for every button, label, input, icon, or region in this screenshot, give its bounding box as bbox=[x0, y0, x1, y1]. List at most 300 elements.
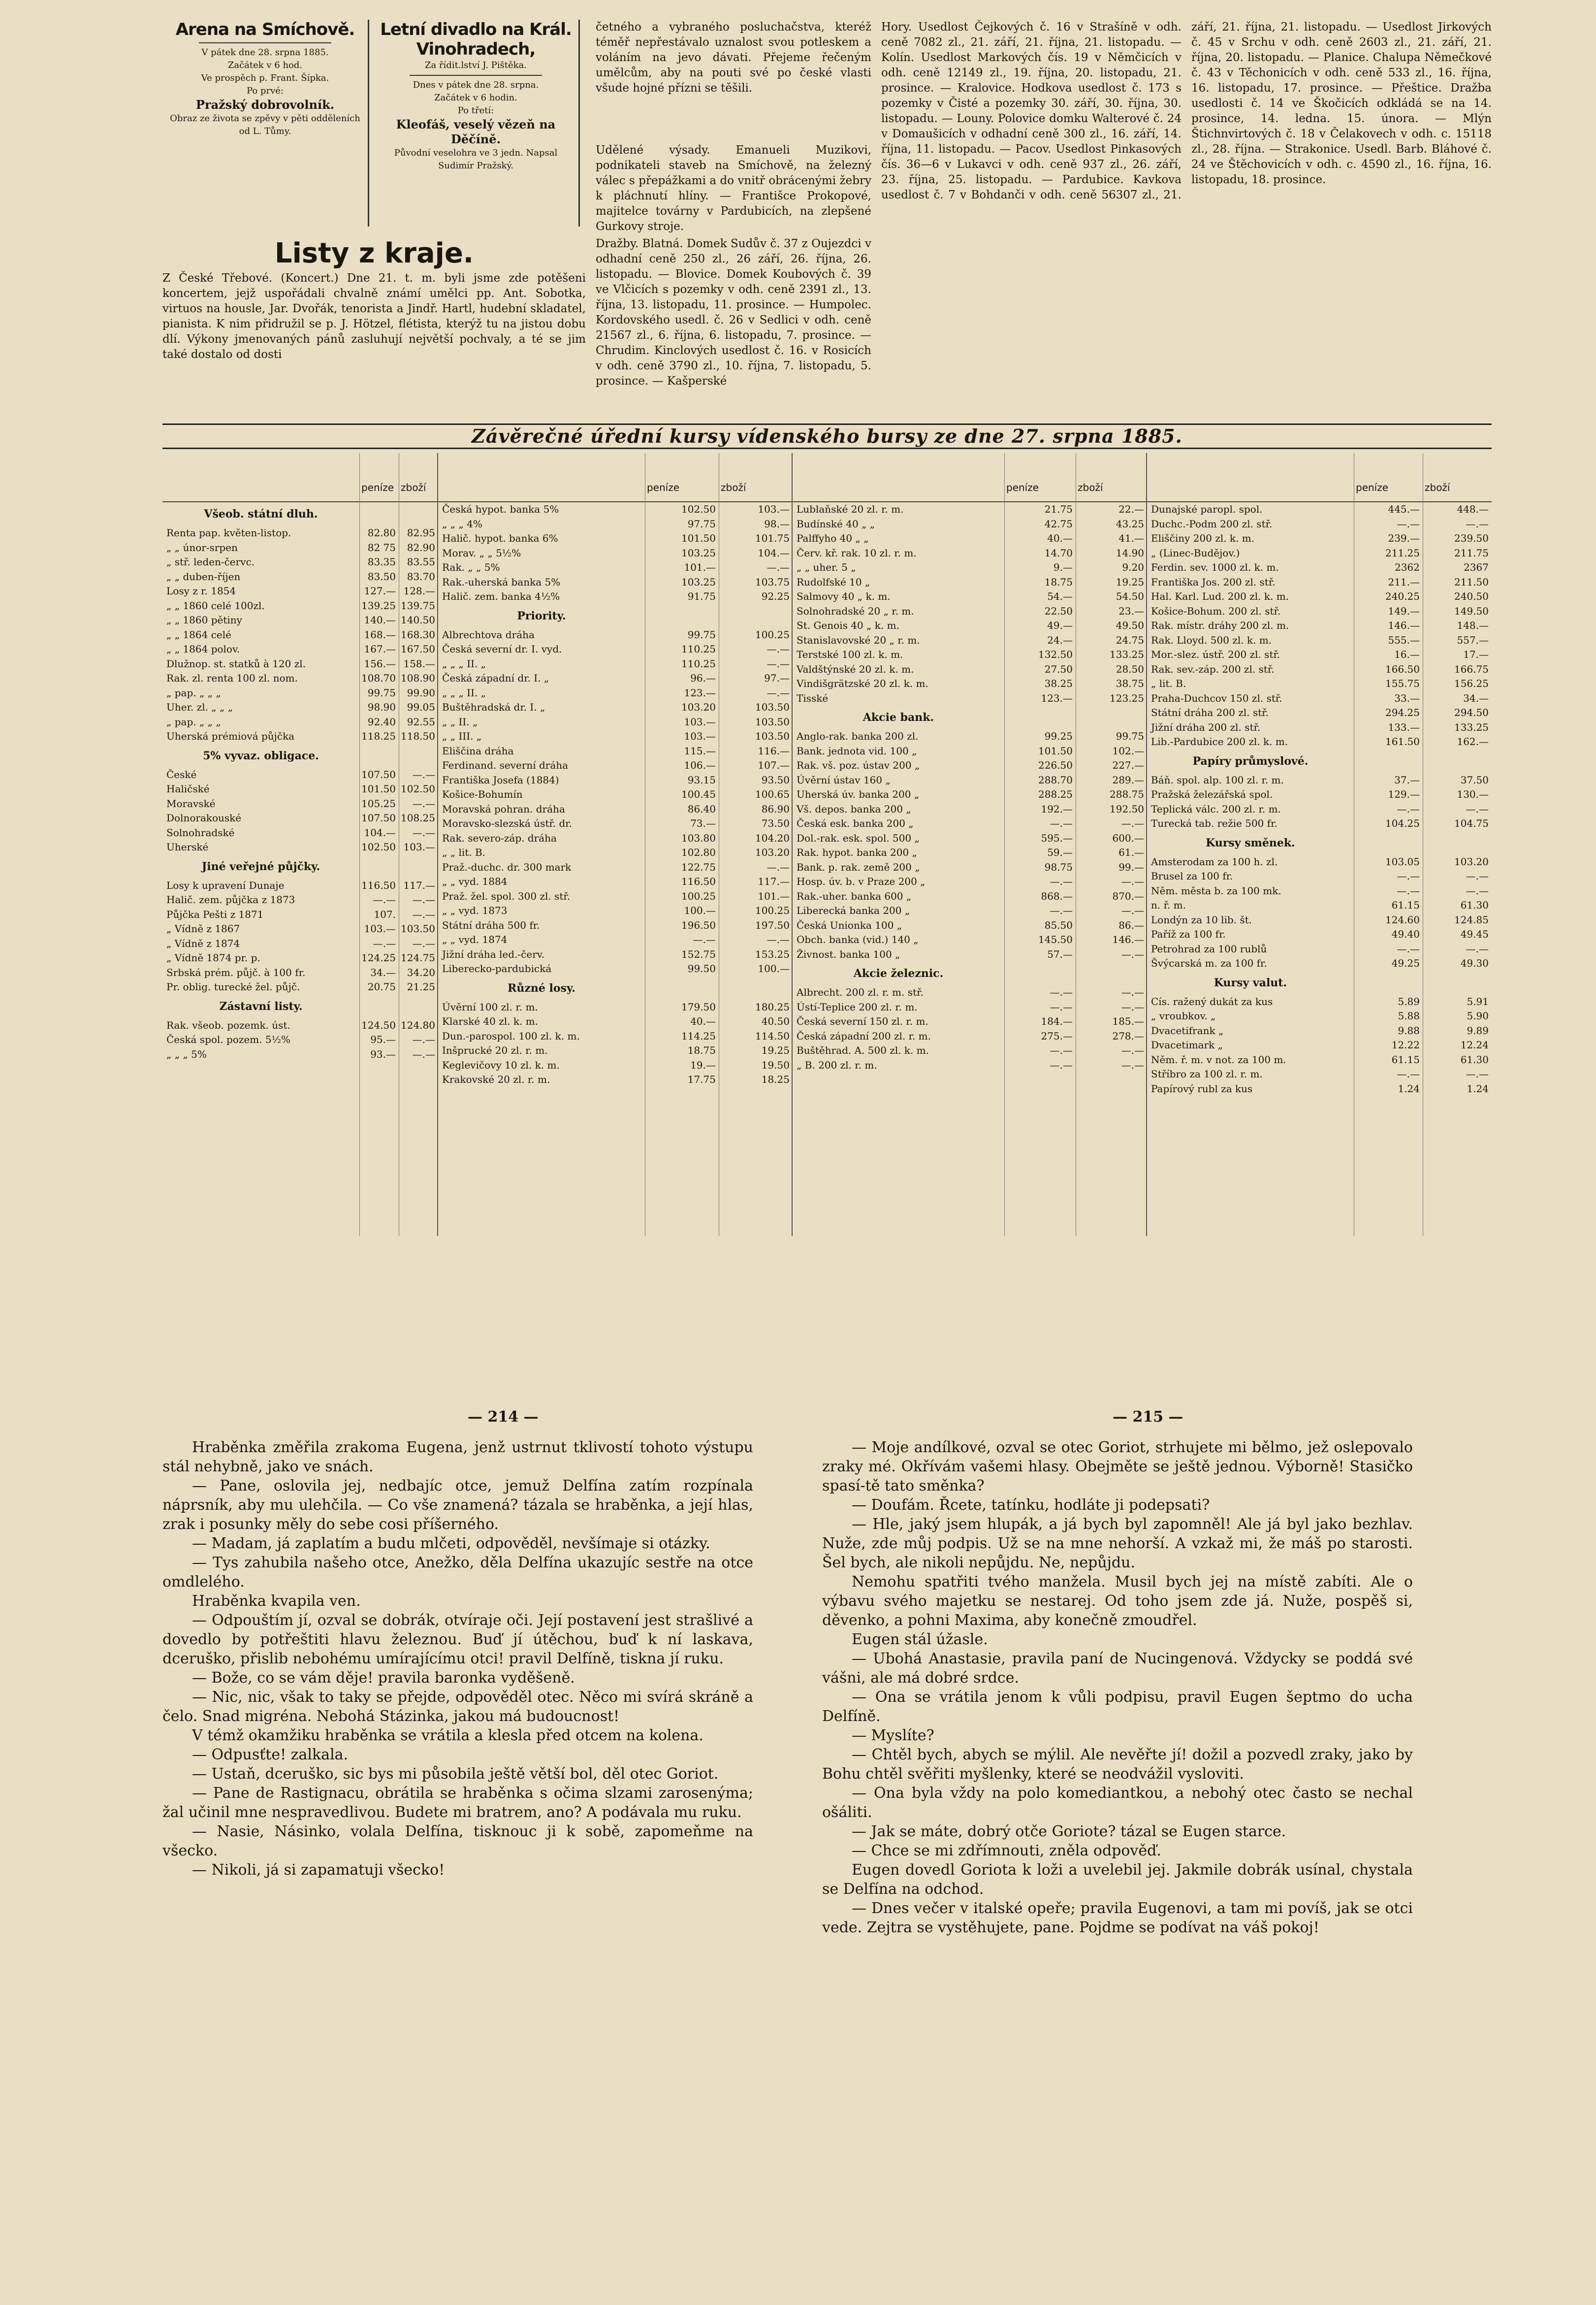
price-goods: —.— bbox=[1466, 942, 1489, 955]
security-name: Rak. vš. poz. ústav 200 „ bbox=[797, 759, 920, 771]
price-goods: 108.90 bbox=[401, 672, 435, 684]
price-goods: 102.50 bbox=[401, 783, 435, 795]
price-goods: 86.90 bbox=[761, 803, 790, 815]
price-cash: 179.50 bbox=[681, 1001, 716, 1013]
security-name: Budínské 40 „ „ bbox=[797, 518, 875, 530]
security-name: „ lit. B. bbox=[1151, 678, 1186, 689]
table-row bbox=[162, 671, 437, 686]
security-name: „ „ „ II. „ bbox=[442, 657, 486, 670]
security-name: Turecká tab. režie 500 fr. bbox=[1151, 817, 1277, 829]
table-section-heading: Priority. bbox=[517, 609, 566, 622]
box-play-title: Pražský dobrovolník. bbox=[195, 97, 335, 112]
price-goods: —.— bbox=[1466, 518, 1489, 530]
price-goods: 83.55 bbox=[407, 556, 435, 568]
price-cash: 108.70 bbox=[361, 672, 396, 684]
table-banks-priorities bbox=[438, 453, 793, 1236]
price-cash: 288.70 bbox=[1038, 774, 1073, 786]
security-name: „ B. 200 zl. r. m. bbox=[797, 1059, 877, 1071]
security-name: Něm. ř. m. v not. za 100 m. bbox=[1151, 1053, 1286, 1066]
box-line: Ve prospěch p. Frant. Šípka. bbox=[201, 73, 329, 83]
table-row bbox=[1147, 677, 1492, 691]
table-row bbox=[793, 947, 1146, 962]
table-row bbox=[438, 962, 792, 976]
price-goods: 278.— bbox=[1112, 1030, 1144, 1042]
security-name: Uher. zl. „ „ „ bbox=[166, 701, 233, 713]
security-name: Tisské bbox=[797, 692, 829, 704]
price-goods: 24.75 bbox=[1116, 634, 1144, 646]
table-row bbox=[1147, 604, 1492, 619]
table-row bbox=[1147, 1009, 1492, 1024]
concert-report: Z České Třebové. (Koncert.) Dne 21. t. m. byli jsme zde potěšeni koncertem, jejž uspořádali chvalně známí umělci pp. Ant. Sobotka, virtuos na housle, Jar. Dvořák, tenorista a Jindř. Hartl, hudební skladatel, pianista. K nim přidružil se p. J. Hötzel, flétista, kterýž tu na jistou dobu dlí. Výkony jmenovaných pánů zasluhují největší pochvaly, a té se jim také dostalo od dosti bbox=[162, 272, 586, 361]
price-cash: 107.50 bbox=[361, 812, 396, 824]
novel-paragraph: — Nic, nic, však to taky se přejde, odpověděl otec. Něco mi svírá skráně a čelo. Snad migréna. Nebohá Stázinka, jakou má budoucnost! bbox=[162, 1688, 753, 1725]
price-cash: 184.— bbox=[1041, 1015, 1073, 1027]
table-row bbox=[162, 526, 437, 541]
price-goods: —.— bbox=[1121, 1059, 1144, 1071]
security-name: Ferdin. sev. 1000 zl. k. m. bbox=[1151, 561, 1279, 573]
table-section-heading: Různé losy. bbox=[508, 981, 575, 995]
security-name: Amsterodam za 100 h. zl. bbox=[1151, 855, 1278, 868]
auctions-continued: Hory. Usedlost Čejkových č. 16 v Strašíně v odh. ceně 7082 zl., 21. září, 21. října, 21. listopadu. — Kolín. Usedlost Markových čís. 19 v Němčicích v odh. ceně 12149 zl., 19. října, 20. listopadu, 21. prosince. — Kralovice. Hodkova usedlost č. 173 s pozemky v Čisté a pozemky 30. září, 30. října, 30. listopadu. — Louny. Polovice domku Walterové č. 24 v Domaušicích v odhadní ceně 300 zl., 16. září, 14. října, 11. listopadu. — Pacov. Usedlost Pinkasových čís. 36—6 v Lukavci v odh. ceně 937 zl., 26. září, 23. října, 25. listopadu. — Pardubice. Kavkova usedlost č. 7 v Bohdanči v odh. ceně 56307 zl., 21. září, 21. října, 21. listopadu. — Usedlost Jirkových č. 45 v Srchu v odh. ceně 2603 zl., 21. září, 21. října, 20. listopadu. — Planice. Chalupa Němečkové č. 43 v Těchonicích v odh. ceně 533 zl., 16. října, 16. listopadu, 17. prosince. — Přeštice. Dražba usedlosti č. 14 ve Škočicích odkládá se na 14. prosince, 14. ledna. 15. února. — Mlýn Štichnvirtových č. 18 v Čelakovech v odh. c. 15118 zl., 28. října. — Strakonice. Usedl. Barb. Bláhové č. 24 ve Štěchovicích v odh. c. 4590 zl., 16. října, 16. listopadu, 18. prosince. bbox=[881, 21, 1492, 201]
price-goods: 19.50 bbox=[761, 1059, 790, 1071]
price-cash: 12.22 bbox=[1391, 1039, 1420, 1051]
price-goods: 54.50 bbox=[1116, 590, 1144, 602]
price-goods: 99.90 bbox=[407, 686, 435, 699]
table-row bbox=[162, 966, 437, 980]
price-cash: 82.80 bbox=[367, 527, 396, 539]
price-goods: 870.— bbox=[1112, 890, 1144, 902]
table-row bbox=[438, 1072, 792, 1087]
price-goods: 133.25 bbox=[1110, 649, 1144, 660]
security-name: Červ. kř. rak. 10 zl. r. m. bbox=[797, 547, 917, 559]
table-row bbox=[162, 1018, 437, 1033]
security-name: Česká spol. pozem. 5½% bbox=[166, 1034, 291, 1045]
novel-paragraph: — Bože, co se vám děje! pravila baronka vyděšeně. bbox=[192, 1669, 575, 1687]
box-line: Za řídit.lství J. Pištěka. bbox=[424, 60, 527, 70]
security-name: Mor.-slez. ústř. 200 zl. stř. bbox=[1151, 649, 1280, 660]
price-goods: 104.— bbox=[758, 547, 790, 559]
price-cash: 2362 bbox=[1395, 561, 1420, 573]
table-row bbox=[793, 1058, 1146, 1073]
price-goods: 103.20 bbox=[755, 846, 790, 858]
price-cash: 22.50 bbox=[1044, 605, 1073, 617]
box-line: Dnes v pátek dne 28. srpna. bbox=[413, 80, 539, 90]
price-cash: 192.— bbox=[1041, 803, 1073, 815]
table-row bbox=[162, 628, 437, 643]
table-row bbox=[438, 933, 792, 947]
table-row bbox=[793, 604, 1146, 619]
price-cash: 57.— bbox=[1047, 948, 1073, 960]
price-cash: 168.— bbox=[364, 628, 396, 641]
table-row bbox=[162, 878, 437, 893]
table-row bbox=[162, 642, 437, 657]
price-cash: 116.50 bbox=[361, 879, 396, 891]
box-line: Začátek v 6 hod. bbox=[227, 60, 303, 70]
price-goods: 103.20 bbox=[1454, 855, 1489, 868]
table-row bbox=[1147, 869, 1492, 884]
security-name: Halič. zem. půjčka z 1873 bbox=[166, 894, 295, 906]
price-cash: 33.— bbox=[1394, 692, 1420, 704]
table-row bbox=[162, 729, 437, 744]
price-goods: 289.— bbox=[1112, 774, 1144, 786]
table-rails-currency bbox=[1147, 453, 1492, 1236]
table-header bbox=[162, 453, 437, 502]
table-row bbox=[1147, 816, 1492, 831]
table-row bbox=[438, 889, 792, 904]
security-name: Buštěhrad. A. 500 zl. k. m. bbox=[797, 1044, 929, 1056]
header-cash: peníze bbox=[361, 482, 394, 493]
table-section-heading: Kursy valut. bbox=[1213, 976, 1287, 989]
price-cash: 124.60 bbox=[1385, 913, 1420, 926]
price-cash: —.— bbox=[1050, 986, 1073, 998]
table-row bbox=[1147, 884, 1492, 899]
table-row bbox=[438, 642, 792, 657]
novel-paragraph: — Hle, jaký jsem hlupák, a já bych byl zapomněl! Ale já byl jako bezhlav. Nuže, zde můj podpis. Už se na mne nehorší. A vzkaž mi, že máš po starosti. Šel bych, ale nikoli nepůjdu. Ne, nepůjdu. bbox=[822, 1516, 1413, 1571]
security-name: Lib.-Pardubice 200 zl. k. m. bbox=[1151, 736, 1288, 747]
novel-paragraph: Hraběnka kvapila ven. bbox=[192, 1592, 361, 1610]
patents-notice: Udělené výsady. Emanueli Muzikovi, podnikateli staveb na Smíchově, na železný válec s přepážkami a do vnitř obrácenými žebry k pláchnutí hlíny. — Františce Prokopové, majitelce továrny v Pardubicích, na zlepšené Gurkovy stroje. bbox=[596, 144, 871, 233]
price-goods: 92.25 bbox=[761, 590, 790, 602]
security-name: „ „ III. „ bbox=[442, 730, 482, 742]
table-section-heading: Akcie železnic. bbox=[853, 967, 944, 980]
table-row bbox=[438, 744, 792, 759]
table-row bbox=[793, 933, 1146, 947]
security-name: Obch. banka (vid.) 140 „ bbox=[797, 934, 919, 945]
security-name: „ „ 1860 pětiny bbox=[166, 614, 242, 626]
security-name: Morav. „ „ 5½% bbox=[442, 547, 521, 559]
novel-paragraph: Nemohu spatřiti tvého manžela. Musil bych jej na místě zabíti. Ale o výbavu svého majetku se nestarej. Od toho jsem zde já. Nuže, pospěš si, děvenko, a pohni Maxima, aby konečně zmoudřel. bbox=[822, 1573, 1413, 1629]
price-goods: 103.50 bbox=[401, 923, 435, 935]
price-cash: —.— bbox=[1050, 817, 1073, 829]
novel-paragraph: — Odpouštím jí, ozval se dobrák, otvíraje oči. Její postavení jest strašlivé a dovedlo by potřeštiti hlavu železnou. Buď jí útěchou, buď k ní laskava, dceruško, přislib nebohému umírajícímu otci! pravil Delfíně, tiskna jí ruku. bbox=[162, 1612, 753, 1667]
price-goods: 140.50 bbox=[401, 614, 435, 626]
security-name: n. ř. m. bbox=[1151, 899, 1186, 911]
price-goods: 73.50 bbox=[761, 817, 790, 829]
price-cash: 101.50 bbox=[681, 532, 716, 544]
table-row bbox=[793, 758, 1146, 773]
price-cash: 211.— bbox=[1388, 576, 1420, 588]
security-name: Salmovy 40 „ k. m. bbox=[797, 590, 891, 602]
price-goods: —.— bbox=[766, 861, 790, 873]
price-cash: 294.25 bbox=[1385, 707, 1420, 718]
table-row bbox=[162, 937, 437, 951]
security-name: Papírový rubl za kus bbox=[1151, 1082, 1253, 1095]
table-row bbox=[438, 875, 792, 889]
price-goods: 49.50 bbox=[1116, 619, 1144, 631]
security-name: Česká Unionka 100 „ bbox=[797, 919, 902, 931]
table-row bbox=[1147, 773, 1492, 788]
price-cash: 93.— bbox=[370, 1048, 396, 1060]
security-name: Stříbro za 100 zl. r. m. bbox=[1151, 1068, 1263, 1080]
header-goods: zboží bbox=[1078, 482, 1103, 493]
price-goods: 9.20 bbox=[1122, 561, 1144, 573]
price-goods: 49.30 bbox=[1460, 957, 1489, 969]
price-cash: —.— bbox=[1050, 876, 1073, 887]
price-goods: —.— bbox=[766, 934, 790, 945]
security-name: Klarské 40 zl. k. m. bbox=[442, 1015, 539, 1027]
price-goods: 9.89 bbox=[1467, 1024, 1489, 1037]
price-cash: 21.75 bbox=[1044, 503, 1073, 515]
price-cash: 99.75 bbox=[367, 686, 396, 699]
price-cash: 139.25 bbox=[361, 599, 396, 612]
price-cash: 118.25 bbox=[361, 730, 396, 742]
table-row bbox=[438, 904, 792, 918]
price-cash: 133.— bbox=[1388, 721, 1420, 733]
table-row bbox=[438, 531, 792, 546]
price-goods: 99.— bbox=[1118, 861, 1144, 873]
listy-column bbox=[162, 236, 586, 423]
table-row bbox=[162, 1047, 437, 1062]
table-row bbox=[1147, 531, 1492, 546]
price-goods: 104.20 bbox=[755, 832, 790, 844]
price-cash: 288.25 bbox=[1038, 788, 1073, 800]
table-row bbox=[1147, 706, 1492, 720]
table-row bbox=[793, 1043, 1146, 1058]
price-cash: 18.75 bbox=[1044, 576, 1073, 588]
price-cash: 97.75 bbox=[687, 518, 716, 530]
price-goods: 18.25 bbox=[761, 1073, 790, 1085]
table-row bbox=[438, 831, 792, 846]
price-cash: —.— bbox=[1050, 905, 1073, 916]
price-cash: 105.25 bbox=[361, 797, 396, 810]
concert-continued: četného a vybraného posluchačstva, kteréž téměř nepřestávalo uznalost svou potleskem a voláním na jevo dávati. Přejeme řečeným umělcům, aby na pouti své po české vlasti všude hojné přízni se těšili. bbox=[596, 21, 871, 95]
price-goods: 5.91 bbox=[1467, 995, 1489, 1007]
novel-section bbox=[162, 1408, 1433, 1936]
security-name: Petrohrad za 100 rublů bbox=[1151, 942, 1267, 955]
table-row bbox=[1147, 1038, 1492, 1053]
page-number-right: — 215 — bbox=[1113, 1408, 1183, 1426]
price-cash: 240.25 bbox=[1385, 590, 1420, 602]
price-cash: 19.— bbox=[690, 1059, 716, 1071]
exchange-banner: Závěrečné úřední kursy vídenského bursy ze dne 27. srpna 1885. bbox=[162, 423, 1492, 449]
price-cash: 114.25 bbox=[681, 1030, 716, 1042]
price-cash: 59.— bbox=[1047, 846, 1073, 858]
security-name: Rudolfské 10 „ bbox=[797, 576, 870, 588]
price-goods: 100.25 bbox=[755, 628, 790, 641]
security-name: Něm. města b. za 100 mk. bbox=[1151, 884, 1281, 897]
security-name: Rak. místr. dráhy 200 zl. m. bbox=[1151, 619, 1289, 631]
security-name: Liberecko-pardubická bbox=[442, 963, 552, 974]
price-cash: 149.— bbox=[1388, 605, 1420, 617]
table-row bbox=[438, 860, 792, 875]
price-cash: 110.25 bbox=[681, 657, 716, 670]
table-row bbox=[162, 811, 437, 826]
price-goods: —.— bbox=[1466, 1068, 1489, 1080]
price-cash: 275.— bbox=[1041, 1030, 1073, 1042]
table-header bbox=[1147, 453, 1492, 502]
security-name: Krakovské 20 zl. r. m. bbox=[442, 1073, 550, 1085]
table-row bbox=[162, 1033, 437, 1047]
price-cash: 14.70 bbox=[1044, 547, 1073, 559]
table-row bbox=[162, 951, 437, 966]
price-cash: 132.50 bbox=[1038, 649, 1073, 660]
table-row bbox=[793, 831, 1146, 846]
price-goods: 5.90 bbox=[1467, 1010, 1489, 1022]
table-row bbox=[793, 845, 1146, 860]
table-row bbox=[793, 1029, 1146, 1044]
price-goods: 288.75 bbox=[1110, 788, 1144, 800]
security-name: Dunajské paropl. spol. bbox=[1151, 503, 1263, 515]
price-goods: 124.75 bbox=[401, 952, 435, 964]
security-name: „ „ lit. B. bbox=[442, 846, 486, 858]
security-name: Švýcarská m. za 100 fr. bbox=[1151, 957, 1267, 969]
security-name: Uherská prémiová půjčka bbox=[166, 730, 295, 742]
table-row bbox=[793, 904, 1146, 918]
security-name: Halič. hypot. banka 6% bbox=[442, 532, 558, 544]
price-goods: 146.— bbox=[1112, 934, 1144, 945]
table-row bbox=[793, 816, 1146, 831]
price-goods: 180.25 bbox=[755, 1001, 790, 1013]
security-name: Praž.-duchc. dr. 300 mark bbox=[442, 861, 572, 873]
table-row bbox=[1147, 855, 1492, 870]
price-cash: 101.— bbox=[684, 561, 716, 573]
table-row bbox=[1147, 618, 1492, 633]
price-goods: 43.25 bbox=[1116, 518, 1144, 530]
price-goods: 600.— bbox=[1112, 832, 1144, 844]
security-name: „ stř. leden-červc. bbox=[166, 556, 255, 568]
price-goods: 28.50 bbox=[1116, 663, 1144, 675]
box-line: Po třetí: bbox=[457, 105, 494, 116]
price-cash: 86.40 bbox=[687, 803, 716, 815]
security-name: Jižní dráha led.-červ. bbox=[442, 948, 545, 960]
price-goods: 40.50 bbox=[761, 1015, 790, 1027]
price-cash: 49.— bbox=[1047, 619, 1073, 631]
table-row bbox=[1147, 1024, 1492, 1039]
table-row bbox=[162, 555, 437, 570]
price-goods: 101.75 bbox=[755, 532, 790, 544]
table-lots-shares bbox=[793, 453, 1147, 1236]
table-row bbox=[1147, 691, 1492, 706]
section-heading: Listy z kraje. bbox=[274, 237, 474, 269]
novel-paragraph: — Ubohá Anastasie, pravila paní de Nucingenová. Vždycky se poddá své vášni, ale má dobré srdce. bbox=[822, 1650, 1413, 1687]
security-name: Losy z r. 1854 bbox=[166, 585, 236, 597]
novel-paragraph: — Nikoli, já si zapamatuji všecko! bbox=[192, 1861, 445, 1879]
table-row bbox=[793, 633, 1146, 648]
security-name: Živnost. banka 100 „ bbox=[797, 948, 900, 960]
security-name: Ferdinand. severní dráha bbox=[442, 759, 569, 771]
table-row bbox=[162, 782, 437, 797]
security-name: „ „ „ 4% bbox=[442, 518, 482, 530]
security-name: „ „ vyd. 1874 bbox=[442, 934, 508, 945]
price-cash: 98.90 bbox=[367, 701, 396, 713]
table-row bbox=[793, 677, 1146, 691]
security-name: „ „ 1860 celé 100zl. bbox=[166, 599, 265, 612]
price-goods: 21.25 bbox=[407, 981, 435, 993]
security-name: Moravská pohran. dráha bbox=[442, 803, 565, 815]
table-row bbox=[793, 662, 1146, 677]
table-row bbox=[438, 845, 792, 860]
price-cash: 20.75 bbox=[367, 981, 396, 993]
price-goods: 12.24 bbox=[1460, 1039, 1489, 1051]
price-cash: 100.45 bbox=[681, 788, 716, 800]
price-goods: 83.70 bbox=[407, 570, 435, 583]
table-row bbox=[793, 985, 1146, 1000]
price-goods: 101.— bbox=[758, 890, 790, 902]
table-row bbox=[793, 648, 1146, 662]
security-name: Londýn za 10 lib. št. bbox=[1151, 913, 1252, 926]
price-cash: 99.75 bbox=[687, 628, 716, 641]
price-goods: 1.24 bbox=[1467, 1082, 1489, 1095]
price-cash: 104.25 bbox=[1385, 817, 1420, 829]
security-name: Česká severní 150 zl. r. m. bbox=[797, 1015, 928, 1027]
price-goods: 156.25 bbox=[1454, 678, 1489, 689]
price-cash: 38.25 bbox=[1044, 678, 1073, 689]
price-goods: —.— bbox=[412, 937, 435, 949]
table-row bbox=[1147, 662, 1492, 677]
price-goods: 153.25 bbox=[755, 948, 790, 960]
security-name: Česká západní dr. I. „ bbox=[442, 672, 549, 684]
price-cash: 61.15 bbox=[1391, 899, 1420, 911]
security-name: Jižní dráha 200 zl. stř. bbox=[1151, 721, 1261, 733]
price-cash: —.— bbox=[1397, 884, 1420, 897]
table-row bbox=[162, 908, 437, 922]
security-name: Dolnorakouské bbox=[166, 812, 242, 824]
security-name: Dvacetifrank „ bbox=[1151, 1024, 1224, 1037]
price-cash: 101.50 bbox=[361, 783, 396, 795]
price-goods: 19.25 bbox=[1116, 576, 1144, 588]
price-cash: —.— bbox=[693, 934, 716, 945]
price-cash: 103.25 bbox=[681, 576, 716, 588]
table-row bbox=[1147, 787, 1492, 802]
security-name: Hosp. úv. b. v Praze 200 „ bbox=[797, 876, 926, 887]
price-cash: 226.50 bbox=[1038, 759, 1073, 771]
table-row bbox=[438, 1014, 792, 1029]
security-name: Dvacetimark „ bbox=[1151, 1039, 1223, 1051]
security-name: Rak. Lloyd. 500 zl. k. m. bbox=[1151, 634, 1272, 646]
table-row bbox=[438, 947, 792, 962]
table-row bbox=[1147, 648, 1492, 662]
security-name: Česká severní dr. I. vyd. bbox=[442, 643, 562, 655]
novel-paragraph: — Tys zahubila našeho otce, Anežko, děla Delfína ukazujíc sestře na otce omdlelého. bbox=[162, 1554, 753, 1591]
price-goods: 23.— bbox=[1118, 605, 1144, 617]
security-name: Františka Jos. 200 zl. stř. bbox=[1151, 576, 1276, 588]
table-row bbox=[162, 893, 437, 908]
box-foot: Obraz ze života se zpěvy v pěti odděleních od L. Tůmy. bbox=[170, 113, 360, 136]
security-name: „ Vídně z 1874 bbox=[166, 937, 240, 949]
table-row bbox=[793, 875, 1146, 889]
novel-paragraph: — Pane de Rastignacu, obrátila se hraběnka s očima slzami zarosenýma; žal učinil mne nespravedlivou. Budete mi bratrem, ano? A podávala mu ruku. bbox=[162, 1785, 753, 1821]
table-row bbox=[1147, 1082, 1492, 1097]
security-name: Inšprucké 20 zl. r. m. bbox=[442, 1044, 548, 1056]
table-row bbox=[162, 613, 437, 628]
security-name: Duchc.-Podm 200 zl. stř. bbox=[1151, 518, 1273, 530]
price-cash: —.— bbox=[1397, 1068, 1420, 1080]
auctions-notice: Dražby. Blatná. Domek Sudův č. 37 z Oujezdci v odhadní ceně 250 zl., 26 září, 26. října, 26. listopadu. — Blovice. Domek Koubových č. 39 ve Vlčicích s pozemky v odh. ceně 2391 zl., 13. října, 13. listopadu, 11. prosince. — Humpolec. Kordovského usedl. č. 26 v Sedlici v odh. ceně 21567 zl., 6. října, 6. listopadu, 7. prosince. — Chrudim. Kinclových usedlost č. 16. v Rosicích v odh. ceně 3790 zl., 10. října, 7. listopadu, 5. prosince. — Kašperské bbox=[596, 237, 871, 388]
price-goods: —.— bbox=[766, 657, 790, 670]
price-goods: 162.— bbox=[1457, 736, 1489, 747]
table-row bbox=[438, 589, 792, 604]
table-row bbox=[793, 575, 1146, 590]
price-cash: 595.— bbox=[1041, 832, 1073, 844]
price-cash: —.— bbox=[1050, 1001, 1073, 1013]
security-name: Pr. oblig. turecké žel. půjč. bbox=[166, 981, 300, 993]
price-cash: 49.25 bbox=[1391, 957, 1420, 969]
security-name: „ Vídně z 1867 bbox=[166, 923, 240, 935]
table-row bbox=[438, 502, 792, 517]
novel-paragraph: — Odpusťte! zalkala. bbox=[192, 1746, 349, 1763]
price-goods: 239.50 bbox=[1454, 532, 1489, 544]
price-goods: 103.75 bbox=[755, 576, 790, 588]
price-cash: 61.15 bbox=[1391, 1053, 1420, 1066]
price-goods: 130.— bbox=[1457, 788, 1489, 800]
security-name: Františka Josefa (1884) bbox=[442, 774, 559, 786]
security-name: „ „ únor-srpen bbox=[166, 541, 238, 553]
price-cash: 155.75 bbox=[1385, 678, 1420, 689]
price-cash: 102.50 bbox=[361, 841, 396, 853]
price-goods: 192.50 bbox=[1110, 803, 1144, 815]
novel-paragraph: — Ustaň, dceruško, sic bys mi působila ještě větší bol, děl otec Goriot. bbox=[192, 1765, 719, 1783]
price-goods: 227.— bbox=[1112, 759, 1144, 771]
